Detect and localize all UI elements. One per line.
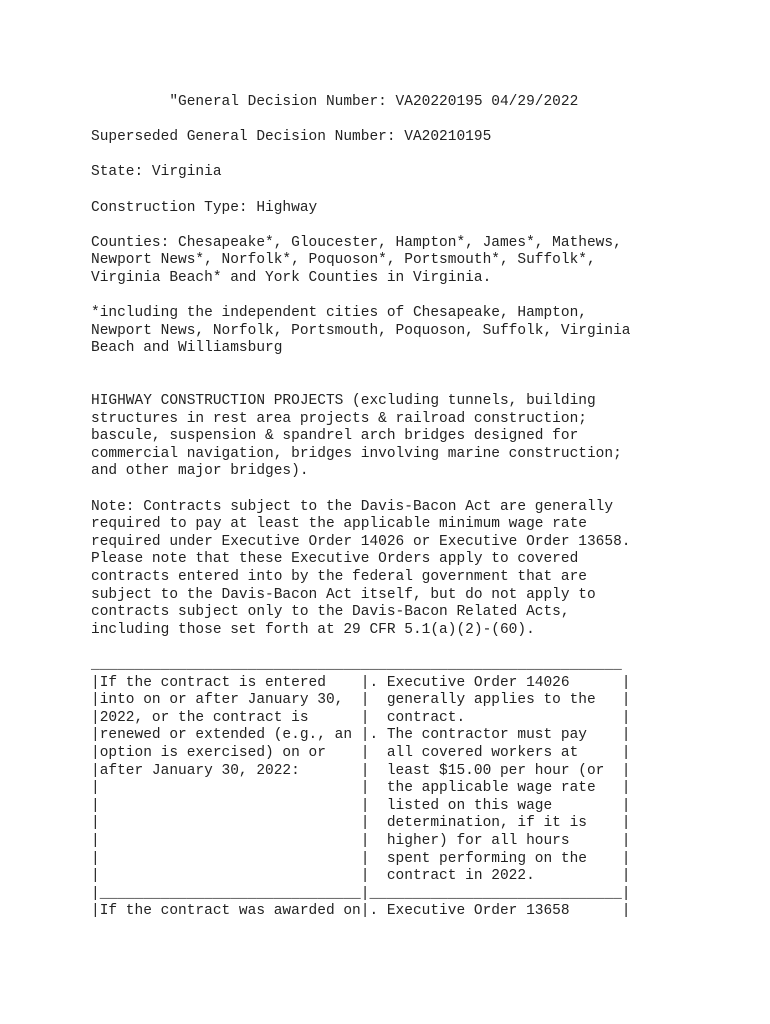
document-line [91,217,691,235]
document-line: |renewed or extended (e.g., an |. The contractor must pay | [91,727,631,744]
document-line: structures in rest area projects & railroad construction; [91,410,587,427]
document-line: | | determination, if it is | [91,815,631,832]
document-line: |If the contract is entered |. Executive Order 14026 | [91,674,631,691]
document-line: *including the independent cities of Chesapeake, Hampton, [91,305,587,322]
document-line: | | the applicable wage rate | [91,780,631,797]
document-line: |option is exercised) on or | all covered workers at | [91,744,631,761]
document-line: State: Virginia [91,164,222,181]
document-line: and other major bridges). [91,463,309,480]
document-line: Virginia Beach* and York Counties in Virginia. [91,269,492,286]
document-line: |2022, or the contract is | contract. | [91,709,631,726]
document-line [91,288,691,306]
document-line: "General Decision Number: VA20220195 04/29/2022 [91,94,579,110]
document-line: required to pay at least the applicable minimum wage rate [91,516,587,533]
document-line [91,376,691,394]
document-line: _____________________________________________________________ [91,657,622,673]
document-line: required under Executive Order 14026 or Executive Order 13658. [91,533,631,550]
document-line: bascule, suspension & spandrel arch bridges designed for [91,428,579,445]
document-line [91,147,691,165]
document-line [91,112,691,130]
document-line: Newport News*, Norfolk*, Poquoson*, Portsmouth*, Suffolk*, [91,252,596,269]
document-line [91,481,691,499]
document-line: |after January 30, 2022: | least $15.00 per hour (or | [91,762,631,779]
document-line: subject to the Davis-Bacon Act itself, but do not apply to [91,586,596,603]
document-line: |______________________________|_____________________________| [91,885,631,902]
document-line: contracts subject only to the Davis-Bacon Related Acts, [91,604,570,621]
document-line: HIGHWAY CONSTRUCTION PROJECTS (excluding tunnels, building [91,393,596,410]
document-line: |If the contract was awarded on|. Executive Order 13658 | [91,903,631,920]
document-line: Newport News, Norfolk, Portsmouth, Poquoson, Suffolk, Virginia [91,322,631,339]
wage-determination-document [91,94,691,921]
document-line: |into on or after January 30, | generally applies to the | [91,692,631,709]
document-line: Beach and Williamsburg [91,340,283,357]
document-line: contracts entered into by the federal government that are [91,569,587,586]
document-line [91,182,691,200]
document-line [91,639,691,657]
document-line: including those set forth at 29 CFR 5.1(a)(2)-(60). [91,621,535,638]
document-line: | | listed on this wage | [91,797,631,814]
document-line: commercial navigation, bridges involving marine construction; [91,445,622,462]
document-line: Note: Contracts subject to the Davis-Bacon Act are generally [91,498,614,515]
document-line: Please note that these Executive Orders apply to covered [91,551,579,568]
document-line: | | contract in 2022. | [91,868,631,885]
document-line: Construction Type: Highway [91,199,318,216]
document-line: | | higher) for all hours | [91,832,631,849]
document-line [91,358,691,376]
document-line: | | spent performing on the | [91,850,631,867]
document-line: Superseded General Decision Number: VA20210195 [91,129,492,146]
document-line: Counties: Chesapeake*, Gloucester, Hampton*, James*, Mathews, [91,234,622,251]
